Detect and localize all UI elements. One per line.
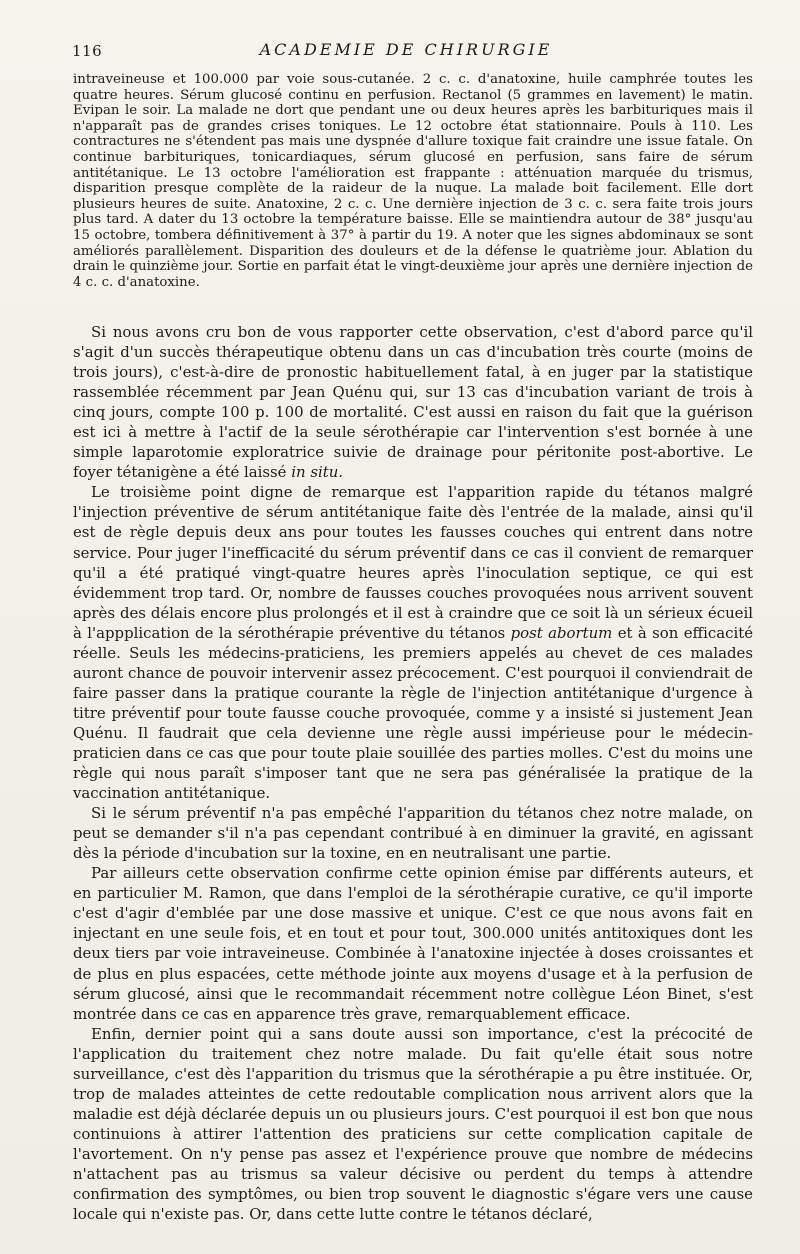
paragraph-2: [73, 482, 753, 803]
paragraph-1-italic: in situ.: [291, 463, 344, 482]
paragraph-2-text-end: et à son efficacité réelle. Seuls les médecins-praticiens, les premiers appelés au chevet de ces malades auront chance de pouvoir intervenir assez précocement. C'est pourquoi il conviendrait de faire passer dans la pratique courante la règle de l'injection antitétanique d'urgence à titre préventif pour toute fausse couche provoquée, comme y a insisté si justement Jean Quénu. Il faudrait que cela devienne une règle aussi impérieuse pour le médecin-praticien dans ce cas que pour toute plaie souillée des parties molles. C'est du moins une règle qui nous paraît s'imposer tant que ne sera pas généralisée la pratique de la vaccination antitétanique.: [73, 623, 754, 803]
running-title: ACADEMIE DE CHIRURGIE: [259, 40, 553, 59]
paragraph-3: Si le sérum préventif n'a pas empêché l'apparition du tétanos chez notre malade, on peut se demander s'il n'a pas cependant contribué à en diminuer la gravité, en agissant dès la période d'incubation sur la toxine, en en neutralisant une partie.: [73, 804, 753, 863]
paragraph-5: Enfin, dernier point qui a sans doute aussi son importance, c'est la précocité de l'application du traitement chez notre malade. Du fait qu'elle était sous notre surveillance, c'est dès l'apparition du trismus que la sérothérapie a pu être instituée. Or, trop de malades atteintes de cette redoutable complication nous arrivent alors que la maladie est déjà déclarée depuis un ou plusieurs jours. C'est pourquoi il est bon que nous continuions à attirer l'attention des praticiens sur cette complication capitale de l'avortement. On n'y pense pas assez et l'expérience prouve que nombre de médecins n'attachent pas au trismus sa valeur décisive ou perdent du temps à attendre confirmation des symptômes, ou bien trop souvent le diagnostic s'égare vers une cause locale qui n'existe pas. Or, dans cette lutte contre le tétanos déclaré,: [73, 1024, 753, 1224]
paragraph-1: [73, 322, 753, 482]
paragraph-1-text: Si nous avons cru bon de vous rapporter cette observation, c'est d'abord parce qu'il s'agit d'un succès thérapeutique obtenu dans un cas d'incubation très courte (moins de trois jours), c'est-à-dire de pronostic habituellement fatal, à en juger par la statistique rassemblée récemment par Jean Quénu qui, sur 13 cas d'incubation variant de trois à cinq jours, compte 100 p. 100 de mortalité. C'est aussi en raison du fait que la guérison est ici à mettre à l'actif de la seule sérothérapie car l'intervention s'est bornée à une simple laparotomie exploratrice suivie de drainage pour péritonite post-abortive. Le foyer tétanigène a été laissé: [73, 323, 753, 482]
observation-paragraph: intraveineuse et 100.000 par voie sous-cutanée. 2 c. c. d'anatoxine, huile camphrée toutes les quatre heures. Sérum glucosé continu en perfusion. Rectanol (5 grammes en lavement) le matin. Evipan le soir. La malade ne dort que pendant une ou deux heures après les barbituriques mais il n'apparaît pas de grandes crises toniques. Le 12 octobre état stationnaire. Pouls à 110. Les contractures ne s'étendent pas mais une dyspnée d'allure toxique fait craindre une issue fatale. On continue barbituriques, tonicardiaques, sérum glucosé en perfusion, sans faire de sérum antitétanique. Le 13 octobre l'amélioration est frappante : atténuation marquée du trismus, disparition presque complète de la raideur de la nuque. La malade boit facilement. Elle dort plusieurs heures de suite. Anatoxine, 2 c. c. Une dernière injection de 3 c. c. sera faite trois jours plus tard. A dater du 13 octobre la température baisse. Elle se maintiendra autour de 38° jusqu'au 15 octobre, tombera définitivement à 37° à partir du 19. A noter que les signes abdominaux se sont améliorés parallèlement. Disparition des douleurs et de la défense le quatrième jour. Ablation du drain le quinzième jour. Sortie en parfait état le vingt-deuxième jour après une dernière injection de 4 c. c. d'anatoxine.: [73, 72, 753, 290]
page-header: [66, 38, 746, 64]
paragraph-2-italic: post abortum: [510, 623, 613, 642]
paragraph-4: Par ailleurs cette observation confirme cette opinion émise par différents auteurs, et en particulier M. Ramon, que dans l'emploi de la sérothérapie curative, ce qu'il importe c'est d'agir d'emblée par une dose massive et unique. C'est ce que nous avons fait en injectant en une seule fois, et en tout et pour tout, 300.000 unités antitoxiques dont les deux tiers par voie intraveineuse. Combinée à l'anatoxine injectée à doses croissantes et de plus en plus espacées, cette méthode jointe aux moyens d'usage et à la perfusion de sérum glucosé, ainsi que le recommandait récemment notre collègue Léon Binet, s'est montrée dans ce cas en apparence très grave, remarquablement efficace.: [73, 864, 753, 1023]
page-number: 116: [72, 42, 103, 60]
body-text: [73, 322, 753, 1224]
paragraph-2-text: Le troisième point digne de remarque est l'apparition rapide du tétanos malgré l'injection préventive de sérum antitétanique faite dès l'entrée de la malade, ainsi qu'il est de règle depuis deux ans pour toutes les fausses couches qui entrent dans notre service. Pour juger l'inefficacité du sérum préventif dans ce cas il convient de remarquer qu'il a été pratiqué vingt-quatre heures après l'inoculation septique, ce qui est évidemment trop tard. Or, nombre de fausses couches provoquées nous arrivent souvent après des délais encore plus prolongés et il est à craindre que ce soit là un sérieux écueil à l'appplication de la sérothérapie préventive du tétanos: [73, 483, 753, 642]
